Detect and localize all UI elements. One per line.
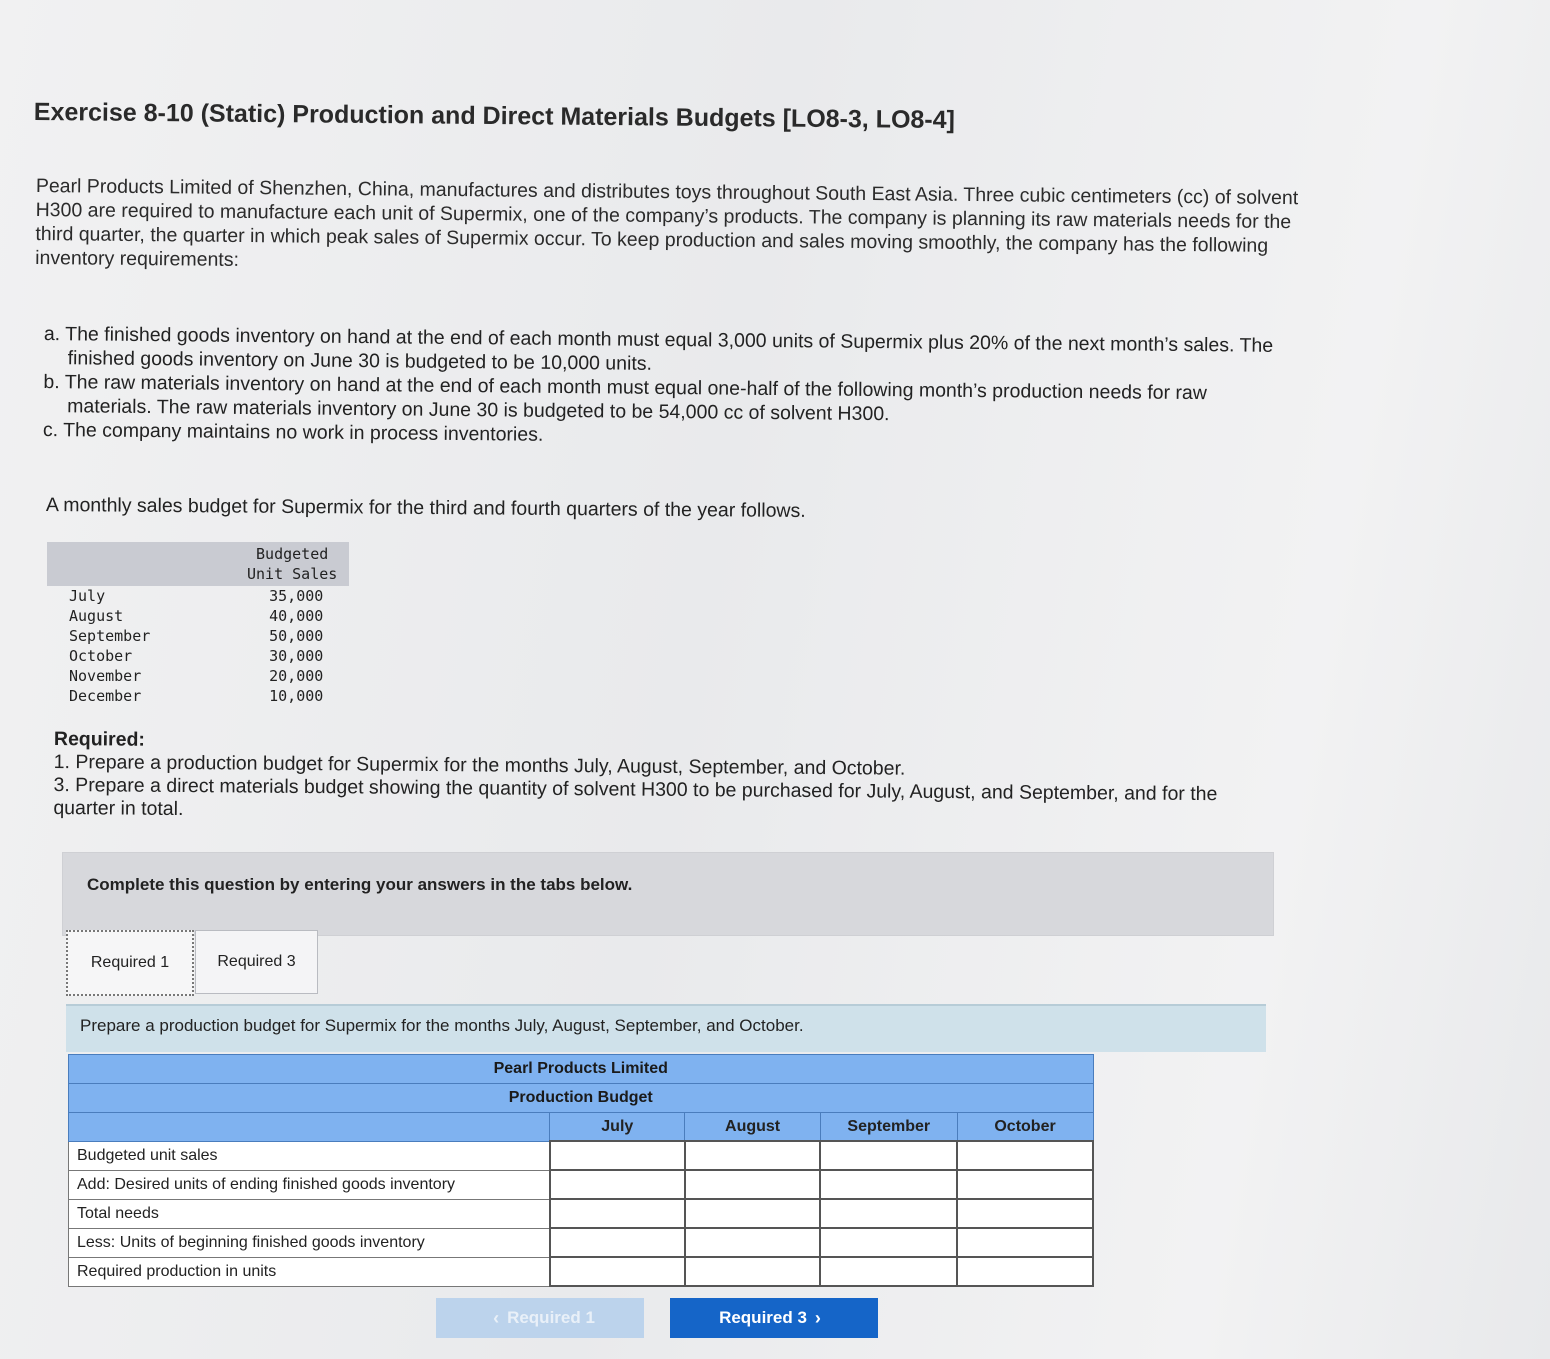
chevron-left-icon: ‹ [493, 1307, 500, 1328]
answer-input[interactable] [559, 1230, 680, 1256]
intro-paragraph: Pearl Products Limited of Shenzhen, China, manufactures and distributes toys throughout South East Asia. Three cubic centimeters (cc) of solvent H300 are required to manufacture each unit of Supermix, one of the company’s products. The company is planning its raw materials needs for the third quarter, the quarter in which peak sales of Supermix occur. To keep production and sales moving smoothly, the company has the following inventory requirements: [35, 174, 1299, 271]
input-cell[interactable] [820, 1170, 957, 1199]
answer-input[interactable] [559, 1143, 680, 1169]
input-cell[interactable] [685, 1141, 821, 1170]
answer-input[interactable] [559, 1201, 680, 1227]
answer-input[interactable] [694, 1230, 816, 1256]
answer-input[interactable] [966, 1172, 1088, 1198]
input-cell[interactable] [550, 1199, 685, 1228]
sales-header [187, 542, 349, 586]
answer-input[interactable] [829, 1259, 952, 1285]
table-row [69, 1257, 1094, 1286]
sales-month: September [69, 627, 151, 645]
row-label-required-production: Required production in units [69, 1257, 550, 1286]
sales-units: 40,000 [269, 607, 324, 625]
column-header-july: July [550, 1113, 685, 1142]
input-cell[interactable] [957, 1228, 1093, 1257]
input-cell[interactable] [957, 1199, 1093, 1228]
required-section [53, 728, 1284, 830]
instructions-text: Complete this question by entering your answers in the tabs below. [87, 875, 633, 894]
answer-input[interactable] [694, 1259, 816, 1285]
sales-budget-table [47, 542, 349, 706]
sales-header-line2: Unit Sales [247, 565, 338, 583]
instructions-bar [62, 852, 1274, 936]
table-row [47, 606, 349, 626]
answer-input[interactable] [694, 1172, 816, 1198]
input-cell[interactable] [957, 1257, 1093, 1286]
input-cell[interactable] [685, 1199, 821, 1228]
answer-input[interactable] [829, 1172, 952, 1198]
answer-input[interactable] [829, 1201, 952, 1227]
budget-company-name: Pearl Products Limited [69, 1055, 1094, 1084]
row-label-total-needs: Total needs [69, 1199, 550, 1228]
sales-units: 10,000 [269, 687, 324, 705]
chevron-right-icon: › [814, 1307, 821, 1328]
input-cell[interactable] [550, 1257, 685, 1286]
sales-units: 35,000 [269, 587, 324, 605]
column-header-september: September [820, 1113, 957, 1142]
requirement-b: b. The raw materials inventory on hand at the end of each month must equal one-half of the following month’s production needs for raw materials. The raw materials inventory on June 30 is budgeted to be 54,000 cc of solvent H300. [43, 370, 1207, 426]
sales-header-line1: Budgeted [256, 545, 329, 563]
sales-month: October [69, 647, 133, 665]
budget-label-header [69, 1113, 550, 1142]
input-cell[interactable] [685, 1170, 821, 1199]
sales-units: 20,000 [269, 667, 324, 685]
input-cell[interactable] [550, 1170, 685, 1199]
input-cell[interactable] [550, 1228, 685, 1257]
answer-input[interactable] [694, 1143, 816, 1169]
sales-units: 30,000 [269, 647, 324, 665]
production-budget-table [68, 1054, 1094, 1287]
input-cell[interactable] [957, 1141, 1093, 1170]
input-cell[interactable] [957, 1170, 1093, 1199]
row-label-budgeted-unit-sales: Budgeted unit sales [69, 1141, 550, 1170]
task-prompt-bar [66, 1004, 1266, 1052]
previous-button[interactable] [436, 1298, 644, 1338]
table-row [69, 1170, 1094, 1199]
requirement-c: c. The company maintains no work in process inventories. [42, 418, 544, 446]
answer-input[interactable] [966, 1230, 1088, 1256]
sales-month: November [69, 667, 142, 685]
next-button[interactable] [670, 1298, 878, 1338]
answer-input[interactable] [694, 1201, 816, 1227]
tab-required-3[interactable]: Required 3 [195, 930, 318, 994]
monthly-sales-intro: A monthly sales budget for Supermix for the third and fourth quarters of the year follows. [45, 494, 806, 522]
table-row [69, 1228, 1094, 1257]
required-item-3: 3. Prepare a direct materials budget showing the quantity of solvent H300 to be purchased for July, August, and September, and for the quarter in total. [53, 773, 1218, 821]
task-prompt-text: Prepare a production budget for Supermix for the months July, August, September, and October. [80, 1016, 804, 1035]
answer-input[interactable] [559, 1259, 680, 1285]
table-row [47, 586, 349, 606]
required-item-1: 1. Prepare a production budget for Supermix for the months July, August, September, and October. [53, 750, 906, 780]
sales-month: December [69, 687, 142, 705]
sales-month: July [69, 587, 106, 605]
input-cell[interactable] [820, 1257, 957, 1286]
requirement-a: a. The finished goods inventory on hand at the end of each month must equal 3,000 units of Supermix plus 20% of the next month’s sales. The finished goods inventory on June 30 is budgeted to be 10,000 units. [43, 322, 1274, 375]
column-header-august: August [685, 1113, 821, 1142]
table-row [47, 686, 349, 706]
exercise-title: Exercise 8-10 (Static) Production and Direct Materials Budgets [LO8-3, LO8-4] [33, 98, 956, 135]
budget-title: Production Budget [69, 1084, 1094, 1113]
input-cell[interactable] [820, 1141, 957, 1170]
answer-input[interactable] [966, 1201, 1088, 1227]
inventory-requirements-list [43, 322, 1294, 454]
table-row [47, 666, 349, 686]
previous-button-label: Required 1 [507, 1308, 595, 1327]
tab-required-1[interactable]: Required 1 [66, 930, 194, 996]
row-label-beginning-inventory[interactable]: Less: Units of beginning finished goods inventory [69, 1228, 550, 1257]
table-row [47, 646, 349, 666]
next-button-label: Required 3 [719, 1308, 807, 1327]
table-row [47, 626, 349, 646]
sales-month: August [69, 607, 124, 625]
sales-units: 50,000 [269, 627, 324, 645]
column-header-october: October [957, 1113, 1093, 1142]
table-row [69, 1141, 1094, 1170]
input-cell[interactable] [550, 1141, 685, 1170]
answer-input[interactable] [559, 1172, 680, 1198]
sales-header-blank [47, 542, 187, 586]
input-cell[interactable] [685, 1228, 821, 1257]
input-cell[interactable] [685, 1257, 821, 1286]
table-row [69, 1199, 1094, 1228]
row-label-desired-ending-inventory[interactable]: Add: Desired units of ending finished goods inventory [69, 1170, 550, 1199]
answer-input[interactable] [829, 1230, 952, 1256]
answer-input[interactable] [966, 1259, 1088, 1285]
input-cell[interactable] [820, 1199, 957, 1228]
input-cell[interactable] [820, 1228, 957, 1257]
required-heading: Required: [53, 728, 146, 751]
answer-input[interactable] [966, 1143, 1088, 1169]
answer-input[interactable] [829, 1143, 952, 1169]
